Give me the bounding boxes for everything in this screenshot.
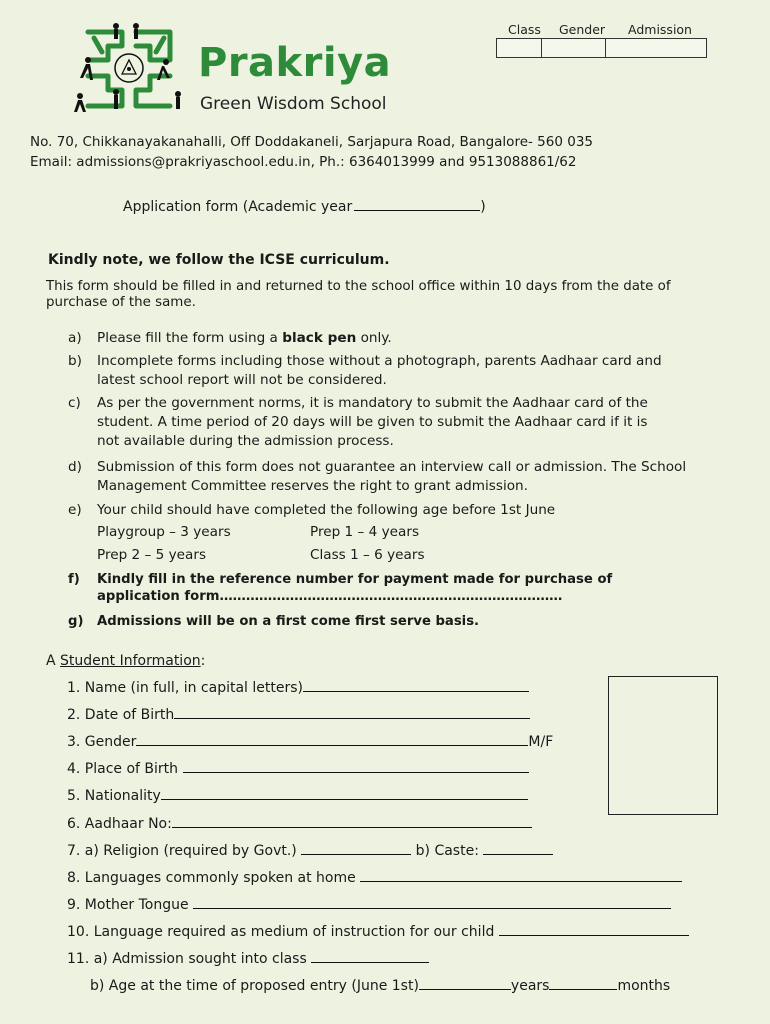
caste-input-line[interactable] (483, 842, 553, 855)
field-label: 9. Mother Tongue (67, 897, 194, 913)
field-label: 1. Name (in full, in capital letters) (67, 680, 303, 696)
age-playgroup: Playgroup – 3 years (97, 524, 231, 540)
languages-input-line[interactable] (360, 869, 682, 882)
months-input-line[interactable] (549, 977, 617, 990)
field-religion-caste (67, 842, 553, 859)
instruction-letter: a) (68, 330, 82, 346)
instruction-letter: c) (68, 395, 81, 411)
field-place-of-birth (67, 760, 529, 777)
age-prep1: Prep 1 – 4 years (310, 524, 420, 540)
field-label: 10. Language required as medium of instruction for our child (67, 924, 499, 940)
intro-text: This form should be filled in and returned to the school office within 10 days from the date of purchase of the same. (46, 279, 671, 310)
field-age-at-entry (90, 977, 670, 994)
field-label: 11. a) Admission sought into class (67, 951, 312, 967)
instruction-letter: e) (68, 502, 82, 518)
field-name (67, 679, 529, 696)
gender-box[interactable] (541, 38, 606, 58)
instruction-letter: b) (68, 353, 82, 369)
admission-no-header: Admission (628, 22, 692, 37)
years-input-line[interactable] (419, 977, 511, 990)
field-label: 5. Nationality (67, 788, 161, 804)
photo-box[interactable] (608, 676, 718, 815)
instruction-text: Submission of this form does not guarantee an interview call or admission. The School Management Committee reserves the right to grant admission. (97, 459, 687, 494)
instruction-text: As per the government norms, it is mandatory to submit the Aadhaar card of the student. A time period of 20 days will be given to submit the Aadhaar card if it is not available during the admission process. (97, 395, 648, 449)
address-line: No. 70, Chikkanayakanahalli, Off Doddakaneli, Sarjapura Road, Bangalore- 560 035 (30, 134, 593, 150)
field-label: b) Age at the time of proposed entry (June 1st) (90, 978, 419, 994)
field-label: 7. a) Religion (required by Govt.) (67, 843, 302, 859)
black-pen-text: black pen (282, 330, 357, 346)
admission-no-box[interactable] (605, 38, 707, 58)
field-mother-tongue (67, 896, 671, 913)
field-aadhaar (67, 815, 532, 832)
years-label: years (510, 978, 550, 994)
field-admission-class (67, 950, 429, 967)
school-logo-icon (70, 20, 188, 116)
school-name: Prakriya (198, 40, 392, 86)
place-of-birth-input-line[interactable] (183, 760, 529, 773)
form-title-suffix: ) (480, 199, 486, 215)
school-address (30, 132, 593, 172)
instruction-text: Incomplete forms including those without a photograph, parents Aadhaar card and latest school report will not be considered. (97, 353, 662, 388)
gender-header: Gender (559, 22, 606, 37)
gender-suffix: M/F (528, 734, 554, 750)
curriculum-note: Kindly note, we follow the ICSE curriculum. (48, 252, 390, 268)
religion-input-line[interactable] (301, 842, 411, 855)
months-label: months (617, 978, 671, 994)
instruction-letter: g) (68, 614, 84, 629)
name-input-line[interactable] (303, 679, 529, 692)
gender-input-line[interactable] (136, 733, 528, 746)
field-medium-instruction (67, 923, 689, 940)
instruction-text (97, 329, 707, 348)
field-label: 4. Place of Birth (67, 761, 183, 777)
age-class1: Class 1 – 6 years (310, 547, 425, 563)
aadhaar-input-line[interactable] (172, 815, 532, 828)
academic-year-blank[interactable] (354, 198, 480, 211)
class-header: Class (508, 22, 541, 37)
instruction-letter: d) (68, 459, 82, 475)
section-letter: A (46, 653, 61, 669)
form-title-prefix: Application form (Academic year (123, 199, 353, 215)
age-prep2: Prep 2 – 5 years (97, 547, 207, 563)
instruction-text: Your child should have completed the following age before 1st June (97, 502, 556, 518)
field-label: 8. Languages commonly spoken at home (67, 870, 361, 886)
field-label: 3. Gender (67, 734, 137, 750)
instruction-text-after: only. (356, 330, 392, 346)
field-label: 2. Date of Birth (67, 707, 175, 723)
field-dob (67, 706, 530, 723)
school-subtitle: Green Wisdom School (200, 94, 387, 114)
dob-input-line[interactable] (174, 706, 530, 719)
form-title (123, 198, 486, 215)
field-gender (67, 733, 553, 750)
section-colon: : (200, 653, 206, 669)
field-label: 6. Aadhaar No: (67, 816, 172, 832)
nationality-input-line[interactable] (161, 787, 528, 800)
field-languages-spoken (67, 869, 682, 886)
class-box[interactable] (496, 38, 542, 58)
office-use-table (496, 22, 708, 62)
instruction-text-before: Please fill the form using a (97, 330, 283, 346)
admission-class-input-line[interactable] (311, 950, 429, 963)
instruction-text: Kindly fill in the reference number for payment made for purchase of application form…………………………………………………………………… (97, 572, 613, 604)
field-label: b) Caste: (411, 843, 484, 859)
field-nationality (67, 787, 528, 804)
instruction-letter: f) (68, 572, 80, 587)
contact-line: Email: admissions@prakriyaschool.edu.in, Ph.: 6364013999 and 9513088861/62 (30, 154, 577, 170)
section-title: Student Information (60, 653, 201, 669)
mother-tongue-input-line[interactable] (193, 896, 671, 909)
medium-input-line[interactable] (499, 923, 689, 936)
section-a-heading (46, 653, 205, 669)
instruction-text: Admissions will be on a first come first serve basis. (97, 614, 480, 629)
